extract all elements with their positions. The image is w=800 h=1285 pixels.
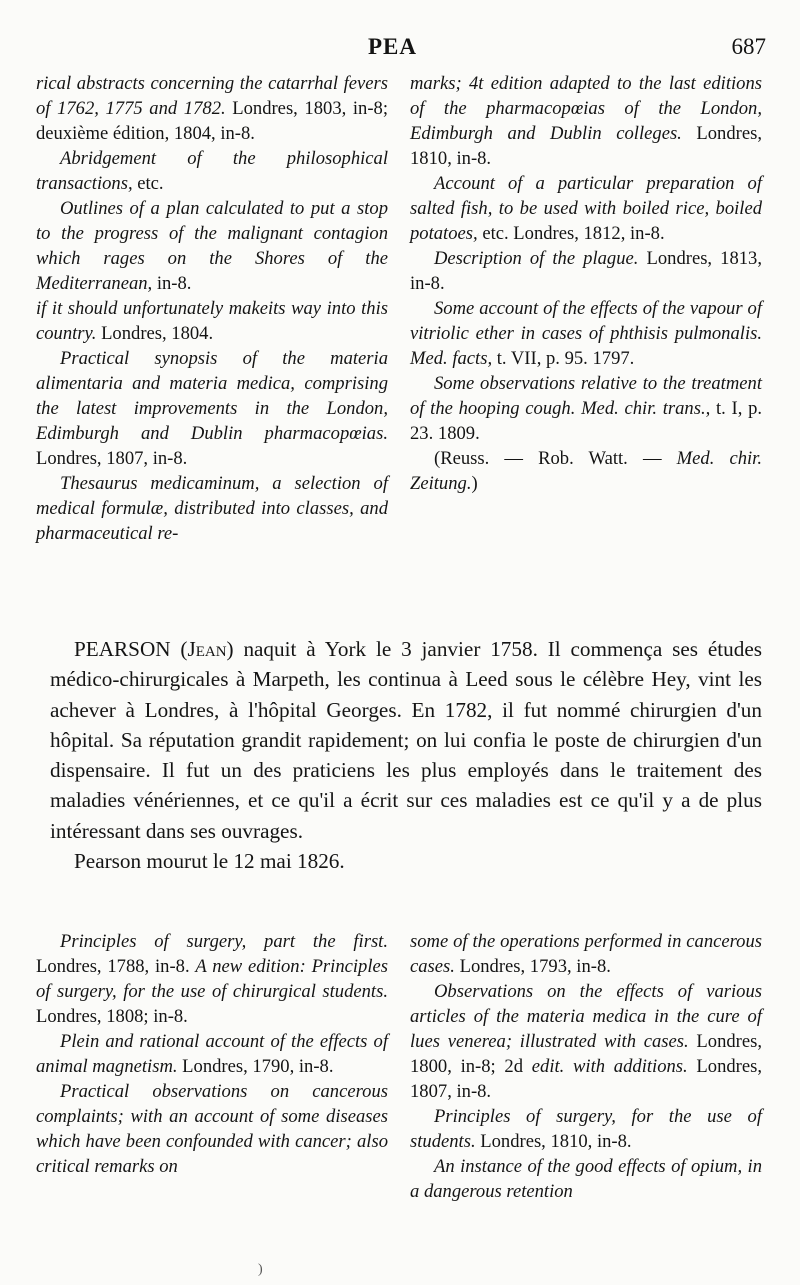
bottom-right-column [410,929,762,1204]
biography-section [50,634,762,876]
entry-title-text: Some observations relative to the treatment of the hooping cough. Med. chir. trans., [410,373,762,419]
bibliography-entry [36,296,388,346]
entry-text: in-8. [152,273,192,294]
bibliography-entry [36,929,388,1029]
biography-paragraph: PEARSON (Jean) naquit à York le 3 janvier 1758. Il commença ses études médico-chirurgicales à Marpeth, les continua à Leed sous le célèbre Hey, vint les achever à Londres, à l'hôpital Georges. En 1782, il fut nommé chirurgien d'un hôpital. Sa réputation grandit rapidement; on lui confia le poste de chirurgien d'un dispensaire. Il fut un des praticiens les plus employés dans le traitement des maladies vénériennes, et ce qu'il a écrit sur ces maladies est ce qu'il y a de plus intéressant dans ses ouvrages. [50,637,762,843]
biography-text: naquit à York le 3 janvier 1758. Il commença ses études médico-chirurgicales à Marpeth, les continua à Leed sous le célèbre Hey, vint les achever à Londres, à l'hôpital Georges. En 1782, il fut nommé chirurgien d'un hôpital. Sa réputation grandit rapidement; on lui confia le poste de chirurgien d'un dispensaire. Il fut un des praticiens les plus employés dans le traitement des maladies vénériennes, et ce qu'il a écrit sur ces maladies est ce qu'il y a de plus intéressant dans ses ouvrages. [50,637,762,843]
entry-title-text: A new edition: Principles of surgery, for the use of chirurgical students. [36,956,388,1002]
bibliography-entry [410,1154,762,1204]
entry-name: PEARSON [74,637,171,661]
bibliography-entry [410,296,762,371]
entry-title-text: marks; 4t edition adapted to the last editions of the pharmacopœias of the London, Edimburgh and Dublin colleges. [410,73,762,144]
entry-title-text: Principles of surgery, part the first. [60,931,388,952]
header-word: PEA [368,34,417,59]
entry-text: etc. [132,173,164,194]
entry-text: Londres, 1807, in-8. [410,1056,762,1102]
entry-title-text: edit. with additions. [531,1056,688,1077]
bottom-left-column [36,929,388,1179]
bibliography-entry [410,1104,762,1154]
entry-text: ) [471,473,478,494]
entry-title-text: Some account of the effects of the vapour of vitriolic ether in cases of phthisis pulmonalis. Med. facts, [410,298,762,369]
entry-title-text: An instance of the good effects of opium, in a dangerous retention [410,1156,762,1202]
entry-title-text: Principles of surgery, for the use of students. [410,1106,762,1152]
entry-text: Londres, 1813, in-8. [410,248,762,294]
bibliography-entry [410,371,762,446]
top-right-column [410,71,762,496]
bibliography-entry [36,346,388,471]
bibliography-entry [36,1079,388,1179]
bibliography-entry [410,929,762,979]
bibliography-entry [36,146,388,196]
bibliography-entry [410,979,762,1104]
entry-title-text: Abridgement of the philosophical transactions, [36,148,388,194]
entry-text: Londres, 1800, in-8; 2d [410,1031,762,1077]
bibliography-entry [36,471,388,546]
entry-text: Londres, 1803, in-8; deuxième édition, 1804, in-8. [36,98,388,144]
entry-text: (Reuss. — Rob. Watt. — [434,448,677,469]
bibliography-entry [410,171,762,246]
entry-text: etc. Londres, 1812, in-8. [477,223,665,244]
running-header [0,34,800,64]
death-paragraph: Pearson mourut le 12 mai 1826. [74,849,345,874]
entry-title-text: Thesaurus medicaminum, a selection of medical formulæ, distributed into classes, and pharmaceutical re- [36,473,388,544]
entry-text: Londres, 1790, in-8. [177,1056,334,1077]
bibliography-entry [36,196,388,296]
entry-text: Londres, 1788, in-8. [36,956,196,977]
top-left-column [36,71,388,546]
page-number: 687 [731,34,766,59]
entry-text: t. VII, p. 95. 1797. [492,348,635,369]
bibliography-entry [410,446,762,496]
entry-title-text: rical abstracts concerning the catarrhal fevers of 1762, 1775 and 1782. [36,73,388,119]
entry-text: Londres, 1793, in-8. [454,956,611,977]
entry-title-text: Med. chir. Zeitung. [410,448,763,494]
entry-text: Londres, 1808; in-8. [36,1006,188,1027]
entry-text: Londres, 1810, in-8. [410,123,762,169]
entry-text: Londres, 1807, in-8. [36,448,188,469]
bibliography-entry [36,1029,388,1079]
entry-title-text: Account of a particular preparation of salted fish, to be used with boiled rice, boiled potatoes, [410,173,762,244]
entry-title-text: some of the operations performed in cancerous cases. [410,931,762,977]
entry-title-text: if it should unfortunately makeits way into this country. [36,298,388,344]
entry-title-text: Practical synopsis of the materia alimentaria and materia medica, comprising the latest improvements in the London, Edimburgh and Dublin pharmacopœias. [36,348,388,444]
entry-firstname: Jean [187,637,227,661]
entry-title-text: Plein and rational account of the effects of animal magnetism. [36,1031,388,1077]
entry-text: t. I, p. 23. 1809. [410,398,763,444]
entry-title-text: Practical observations on cancerous complaints; with an account of some diseases which have been confounded with cancer; also critical remarks on [36,1081,388,1177]
bibliography-entry [410,71,762,171]
bibliography-entry [410,246,762,296]
entry-title-text: Observations on the effects of various articles of the materia medica in the cure of lues venerea; illustrated with cases. [410,981,762,1052]
bibliography-entry [36,71,388,146]
entry-title-text: Description of the plague. [434,248,639,269]
entry-text: Londres, 1804. [96,323,214,344]
entry-text: Londres, 1810, in-8. [475,1131,632,1152]
footer-mark: ) [258,1262,263,1277]
entry-title-text: Outlines of a plan calculated to put a stop to the progress of the malignant contagion which rages on the Shores of the Mediterranean, [36,198,388,294]
